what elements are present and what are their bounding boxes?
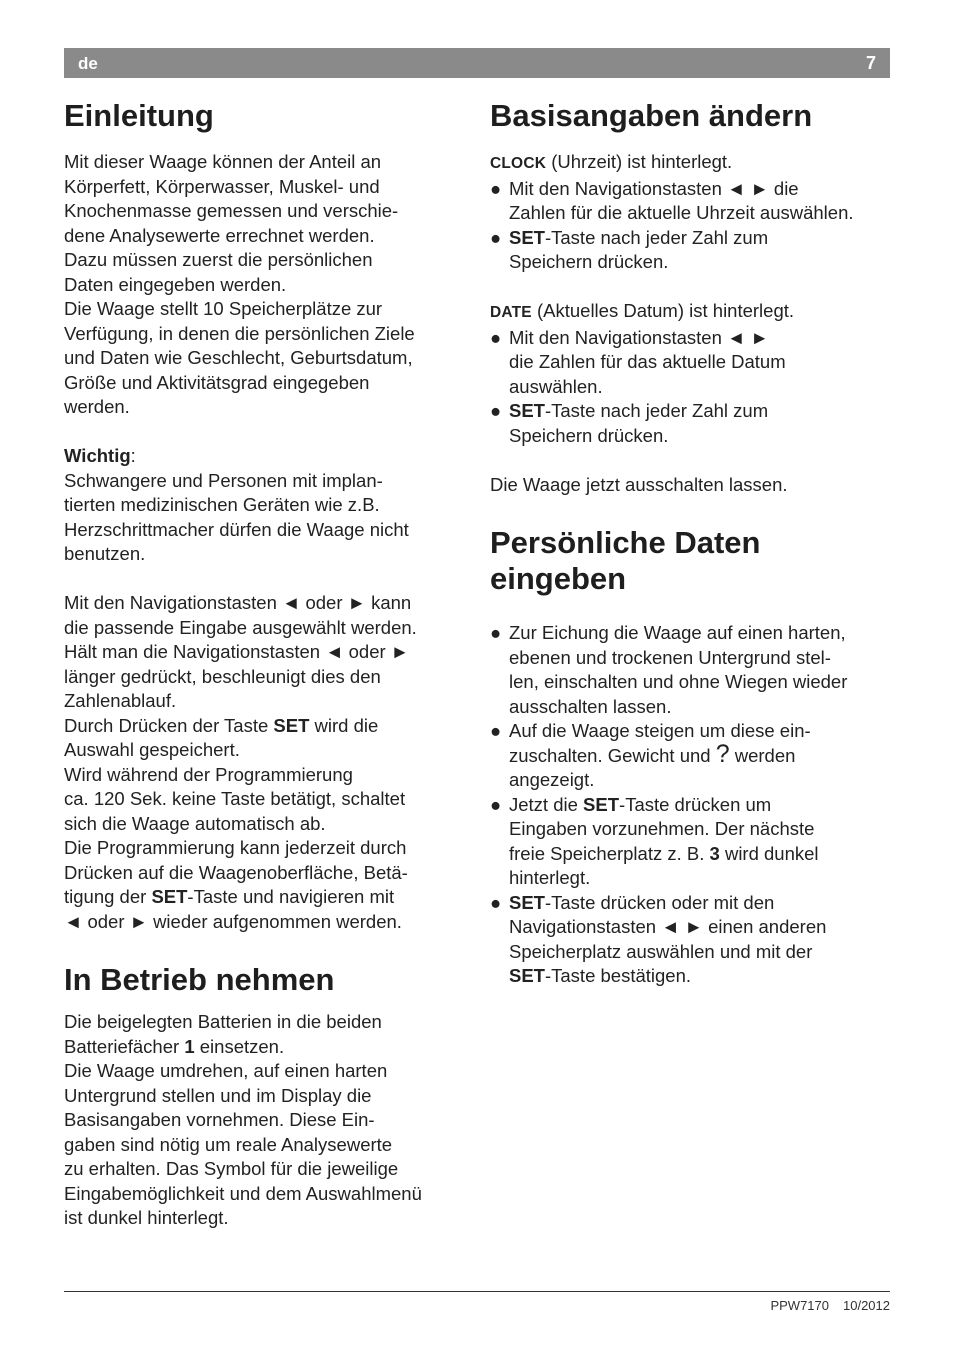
- text-line: Auswahl gespeichert.: [64, 739, 240, 760]
- list-item: ● Mit den Navigationstasten ◄ ► die Zahlen für das aktuelle Datum auswählen.: [490, 326, 786, 397]
- bullet-icon: ●: [490, 177, 502, 199]
- right-column: [490, 98, 900, 989]
- text-line: Untergrund stellen und im Display die: [64, 1084, 372, 1106]
- text-line: Wichtig:: [64, 445, 136, 466]
- heading-in-betrieb-nehmen: In Betrieb nehmen: [64, 962, 335, 997]
- list-item: ● Jetzt die SET-Taste drücken um Eingaben vorzunehmen. Der nächste freie Speicherplatz z. B. 3 wird dunkel hinterlegt.: [490, 793, 819, 888]
- text-line: Verfügung, in denen die persönlichen Ziele: [64, 322, 415, 344]
- navigation-instructions: [64, 591, 464, 934]
- bullet-icon: ●: [490, 400, 502, 421]
- text-line: Batteriefächer 1 einsetzen.: [64, 1035, 285, 1057]
- left-column: [64, 98, 464, 1231]
- text-line: Knochenmasse gemessen und verschie-: [64, 200, 399, 221]
- date-steps: [490, 326, 900, 449]
- heading-persoenliche-daten: Persönliche Daten eingeben: [490, 525, 761, 596]
- text-line: Größe und Aktivitätsgrad eingegeben: [64, 371, 370, 393]
- clock-steps: [490, 177, 900, 275]
- text-line: Eingabemöglichkeit und dem Auswahlmenü: [64, 1182, 422, 1204]
- date-label: DATE: [490, 304, 532, 321]
- text-line: Mit den Navigationstasten ◄ oder ► kann: [64, 592, 412, 613]
- text-line: Die Waage jetzt ausschalten lassen.: [490, 473, 788, 495]
- text-line: Daten eingegeben werden.: [64, 273, 287, 295]
- betrieb-text: [64, 1010, 464, 1231]
- list-item: ● Auf die Waage steigen um diese ein- zuschalten. Gewicht und ? werden angezeigt.: [490, 720, 811, 790]
- list-item: ● SET-Taste nach jeder Zahl zum Speichern drücken.: [490, 226, 769, 272]
- bullet-icon: ●: [490, 793, 502, 815]
- model-number: PPW7170: [770, 1298, 829, 1313]
- wichtig-note: [64, 444, 464, 567]
- question-mark-icon: ?: [715, 739, 730, 768]
- clock-label: CLOCK: [490, 155, 547, 172]
- wichtig-label: Wichtig: [64, 445, 131, 466]
- page-footer: [770, 1298, 890, 1313]
- text-line: tierten medizinischen Geräten wie z.B.: [64, 494, 380, 515]
- text-line: werden.: [64, 396, 130, 417]
- text-line: und Daten wie Geschlecht, Geburtsdatum,: [64, 347, 413, 368]
- text-line: dene Analysewerte errechnet werden.: [64, 224, 375, 246]
- text-line: ◄ oder ► wieder aufgenommen werden.: [64, 910, 402, 932]
- bullet-icon: ●: [490, 326, 502, 348]
- bullet-icon: ●: [490, 720, 502, 741]
- text-line: die passende Eingabe ausgewählt werden.: [64, 616, 417, 638]
- text-line: tigung der SET-Taste und navigieren mit: [64, 886, 395, 907]
- text-line: Schwangere und Personen mit implan-: [64, 469, 383, 491]
- text-line: Dazu müssen zuerst die persönlichen: [64, 249, 373, 270]
- bullet-icon: ●: [490, 622, 502, 643]
- text-line: Drücken auf die Waagenoberfläche, Betä-: [64, 861, 408, 883]
- bullet-icon: ●: [490, 226, 502, 248]
- text-line: Körperfett, Körperwasser, Muskel- und: [64, 175, 380, 197]
- page-header: [64, 48, 890, 78]
- text-line: ist dunkel hinterlegt.: [64, 1207, 229, 1228]
- list-item: ● SET-Taste nach jeder Zahl zum Speichern drücken.: [490, 400, 769, 446]
- footer-divider: [64, 1291, 890, 1292]
- text-line: Mit dieser Waage können der Anteil an: [64, 151, 382, 172]
- list-item: ● SET-Taste drücken oder mit den Navigationstasten ◄ ► einen anderen Speicherplatz auswählen und mit der SET-Taste bestätigen.: [490, 891, 827, 986]
- text-line: Herzschrittmacher dürfen die Waage nicht: [64, 518, 409, 540]
- language-label: de: [78, 54, 98, 73]
- clock-line: CLOCK (Uhrzeit) ist hinterlegt.: [490, 151, 733, 172]
- footer-date: 10/2012: [843, 1298, 890, 1313]
- text-line: Durch Drücken der Taste SET wird die: [64, 714, 379, 736]
- text-line: Wird während der Programmierung: [64, 763, 353, 785]
- text-line: Hält man die Navigationstasten ◄ oder ►: [64, 641, 410, 662]
- text-line: länger gedrückt, beschleunigt dies den: [64, 665, 381, 687]
- text-line: Zahlenablauf.: [64, 690, 177, 711]
- persoenliche-steps: [490, 621, 900, 989]
- text-line: sich die Waage automatisch ab.: [64, 812, 326, 834]
- text-line: Die Waage umdrehen, auf einen harten: [64, 1060, 388, 1081]
- heading-basisangaben: Basisangaben ändern: [490, 98, 813, 133]
- einleitung-intro: [64, 150, 464, 420]
- text-line: ca. 120 Sek. keine Taste betätigt, schaltet: [64, 788, 406, 809]
- heading-einleitung: Einleitung: [64, 98, 214, 133]
- list-item: ● Mit den Navigationstasten ◄ ► die Zahlen für die aktuelle Uhrzeit auswählen.: [490, 177, 854, 223]
- text-line: Die Programmierung kann jederzeit durch: [64, 837, 407, 858]
- text-line: Die Waage stellt 10 Speicherplätze zur: [64, 298, 383, 319]
- list-item: ● Zur Eichung die Waage auf einen harten, ebenen und trockenen Untergrund stel- len, einschalten und ohne Wiegen wieder ausschalten lassen.: [490, 622, 848, 717]
- text-line: benutzen.: [64, 543, 146, 564]
- text-line: Die beigelegten Batterien in die beiden: [64, 1011, 382, 1032]
- date-line: DATE (Aktuelles Datum) ist hinterlegt.: [490, 300, 795, 321]
- bullet-icon: ●: [490, 891, 502, 913]
- text-line: gaben sind nötig um reale Analysewerte: [64, 1133, 393, 1155]
- text-line: Basisangaben vornehmen. Diese Ein-: [64, 1109, 375, 1130]
- page-number: 7: [865, 53, 876, 73]
- text-line: zu erhalten. Das Symbol für die jeweilige: [64, 1158, 399, 1179]
